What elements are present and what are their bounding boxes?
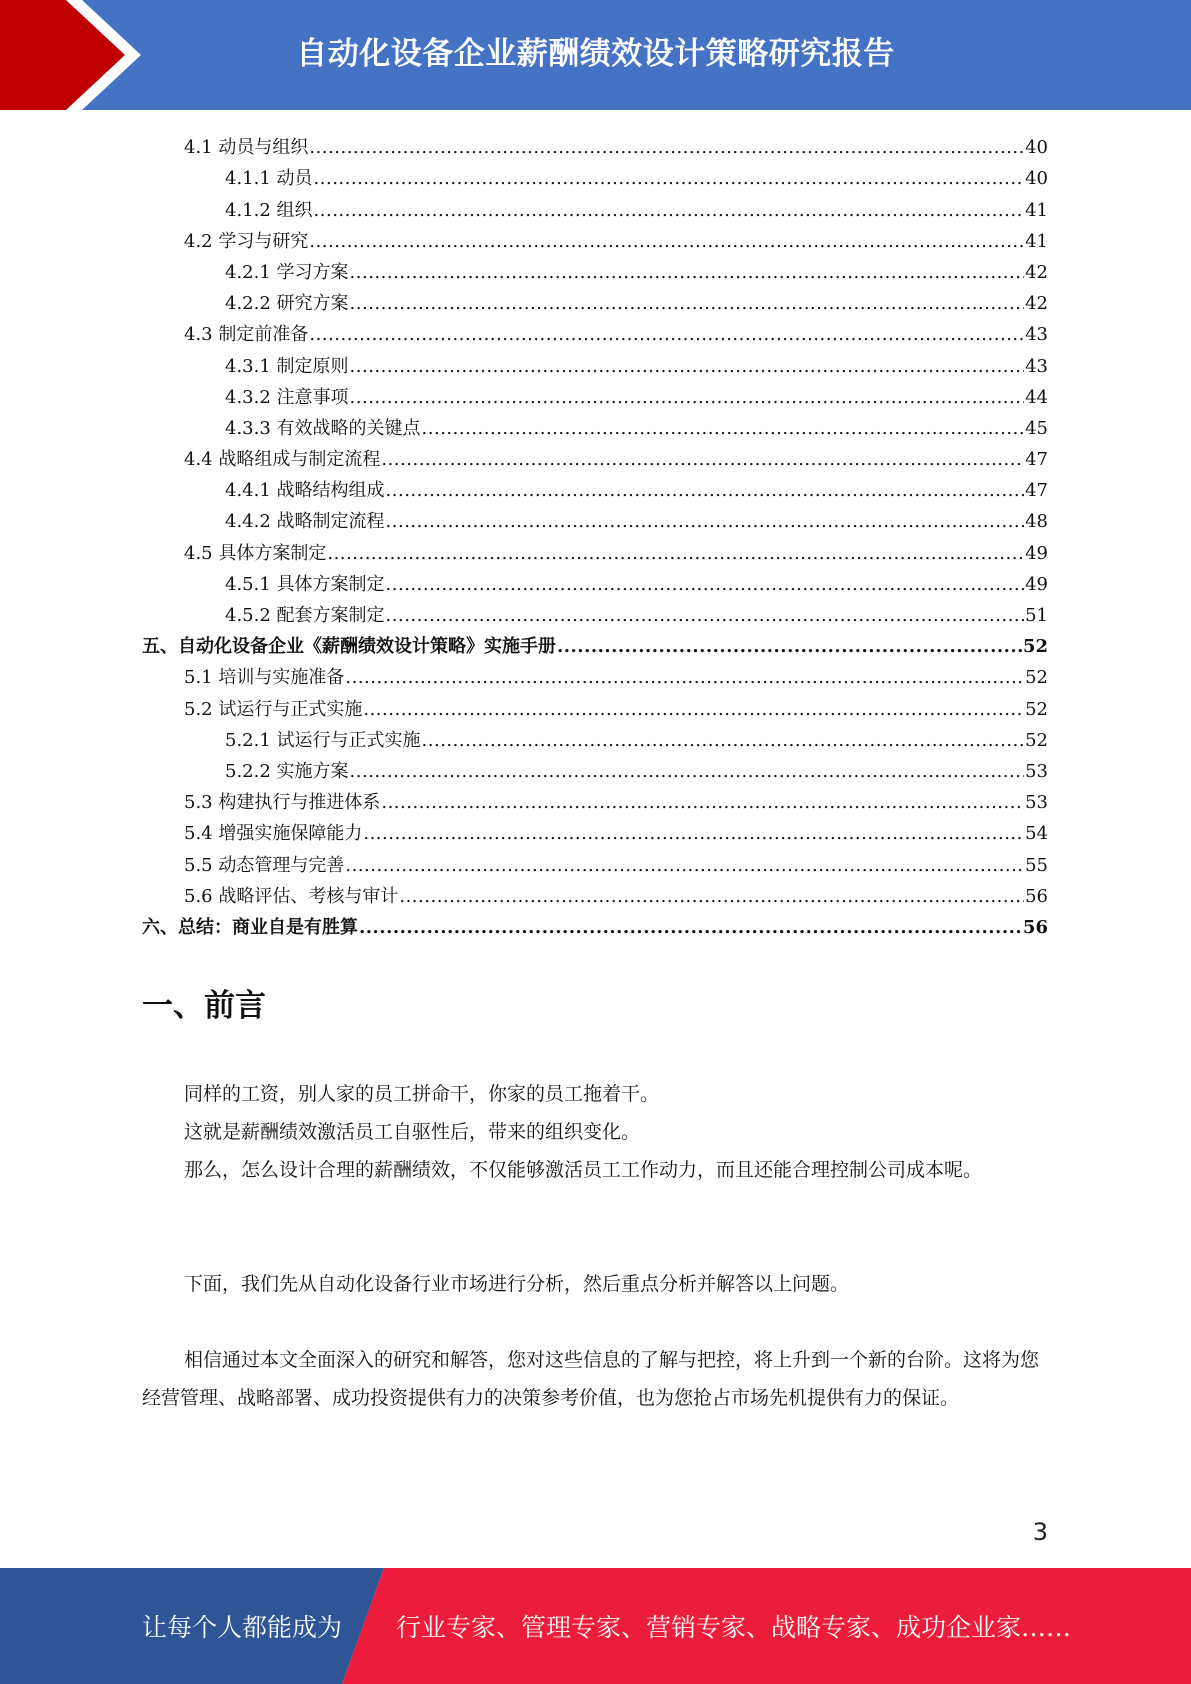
toc-entry[interactable] [142, 128, 1048, 159]
toc-dot-leader [350, 761, 1025, 783]
toc-entry-label: 4.1.2 组织 [225, 199, 313, 221]
paragraph: 同样的工资，别人家的员工拼命干，你家的员工拖着干。 [184, 1083, 660, 1105]
toc-entry-label: 4.1.1 动员 [225, 168, 313, 190]
toc-entry-label: 4.3 制定前准备 [184, 324, 309, 346]
toc-entry-page: 52 [1025, 698, 1048, 720]
toc-dot-leader [345, 855, 1024, 877]
page-number: 3 [1032, 1518, 1048, 1546]
toc-entry-page: 56 [1025, 885, 1048, 907]
toc-entry-label: 4.5 具体方案制定 [184, 542, 327, 564]
toc-entry[interactable] [142, 378, 1048, 409]
toc-dot-leader [359, 917, 1022, 939]
toc-entry[interactable] [142, 721, 1048, 752]
toc-entry-label: 4.2.1 学习方案 [225, 261, 349, 283]
toc-entry-label: 六、总结：商业自是有胜算 [142, 916, 358, 938]
toc-dot-leader [350, 356, 1025, 378]
toc-dot-leader [381, 792, 1024, 814]
table-of-contents [142, 128, 1048, 939]
toc-entry-page: 42 [1025, 261, 1048, 283]
toc-dot-leader [309, 137, 1024, 159]
toc-entry[interactable] [142, 658, 1048, 689]
toc-entry[interactable] [142, 346, 1048, 377]
toc-entry[interactable] [142, 409, 1048, 440]
toc-dot-leader [314, 168, 1025, 190]
toc-entry-label: 4.2 学习与研究 [184, 230, 309, 252]
toc-entry-label: 4.2.2 研究方案 [225, 293, 349, 315]
toc-entry[interactable] [142, 471, 1048, 502]
toc-entry[interactable] [142, 159, 1048, 190]
toc-entry[interactable] [142, 752, 1048, 783]
toc-entry[interactable] [142, 315, 1048, 346]
toc-entry-label: 4.5.2 配套方案制定 [225, 605, 385, 626]
toc-entry-label: 5.1 培训与实施准备 [184, 667, 345, 689]
section-heading: 一、前言 [142, 988, 266, 1024]
toc-dot-leader [345, 667, 1024, 689]
toc-dot-leader [422, 418, 1025, 440]
toc-entry[interactable] [142, 284, 1048, 315]
toc-entry-label: 4.3.1 制定原则 [225, 355, 349, 377]
toc-entry-label: 5.2.1 试运行与正式实施 [225, 729, 421, 751]
toc-entry[interactable] [142, 440, 1048, 471]
toc-dot-leader [309, 324, 1024, 346]
toc-entry-page: 49 [1025, 542, 1048, 564]
toc-dot-leader [557, 636, 1022, 658]
toc-dot-leader [327, 543, 1024, 565]
toc-entry[interactable] [142, 253, 1048, 284]
toc-dot-leader [381, 449, 1024, 471]
toc-entry-page: 40 [1025, 137, 1048, 159]
toc-entry-page: 40 [1025, 168, 1048, 190]
toc-dot-leader [386, 574, 1025, 596]
toc-entry-page: 51 [1025, 605, 1048, 626]
toc-entry-page: 56 [1022, 916, 1048, 938]
toc-entry-label: 4.1 动员与组织 [184, 137, 309, 159]
toc-entry[interactable] [142, 814, 1048, 845]
toc-entry-label: 4.3.3 有效战略的关键点 [225, 417, 421, 439]
toc-dot-leader [350, 293, 1025, 315]
paragraph: 下面，我们先从自动化设备行业市场进行分析，然后重点分析并解答以上问题。 [184, 1273, 850, 1295]
toc-entry[interactable] [142, 689, 1048, 720]
toc-entry-label: 4.5.1 具体方案制定 [225, 573, 385, 595]
toc-entry-page: 55 [1025, 854, 1048, 876]
toc-entry-label: 五、自动化设备企业《薪酬绩效设计策略》实施手册 [142, 636, 556, 658]
toc-entry-label: 4.3.2 注意事项 [225, 386, 349, 408]
toc-entry[interactable] [142, 783, 1048, 814]
toc-dot-leader [386, 605, 1025, 627]
toc-entry-page: 52 [1025, 667, 1048, 689]
toc-dot-leader [350, 262, 1025, 284]
paragraph: 这就是薪酬绩效激活员工自驱性后，带来的组织变化。 [184, 1121, 641, 1143]
toc-entry-page: 54 [1025, 823, 1048, 845]
toc-dot-leader [399, 886, 1024, 908]
toc-entry[interactable] [142, 190, 1048, 221]
toc-entry-label: 5.5 动态管理与完善 [184, 854, 345, 876]
toc-entry-label: 4.4.1 战略结构组成 [225, 480, 385, 502]
toc-dot-leader [363, 699, 1024, 721]
toc-entry[interactable] [142, 627, 1048, 658]
toc-entry[interactable] [142, 877, 1048, 908]
paragraph: 那么，怎么设计合理的薪酬绩效，不仅能够激活员工工作动力，而且还能合理控制公司成本呢。 [184, 1159, 983, 1181]
toc-entry[interactable] [142, 222, 1048, 253]
toc-entry-page: 49 [1025, 573, 1048, 595]
footer-slogan-right: 行业专家、管理专家、营销专家、战略专家、成功企业家…… [396, 1613, 1072, 1642]
toc-entry[interactable] [142, 565, 1048, 596]
toc-dot-leader [350, 387, 1025, 409]
toc-dot-leader [314, 200, 1025, 222]
toc-entry-page: 47 [1025, 480, 1048, 502]
toc-dot-leader [386, 480, 1025, 502]
document-title: 自动化设备企业薪酬绩效设计策略研究报告 [296, 35, 895, 72]
toc-entry-label: 5.3 构建执行与推进体系 [184, 792, 381, 814]
toc-entry[interactable] [142, 845, 1048, 876]
toc-entry-page: 47 [1025, 449, 1048, 471]
page-header [0, 0, 1191, 110]
toc-entry-page: 43 [1025, 355, 1048, 377]
toc-entry-page: 53 [1025, 792, 1048, 814]
toc-entry-page: 52 [1025, 729, 1048, 751]
toc-entry[interactable] [142, 533, 1048, 564]
toc-entry-label: 5.2 试运行与正式实施 [184, 698, 363, 720]
toc-entry[interactable] [142, 596, 1048, 627]
toc-dot-leader [363, 823, 1024, 845]
page-footer [0, 1568, 1191, 1684]
paragraph: 相信通过本文全面深入的研究和解答，您对这些信息的了解与把控，将上升到一个新的台阶。这将为您经营管理、战略部署、成功投资提供有力的决策参考价值，也为您抢占市场先机提供有力的保证。 [142, 1349, 1040, 1409]
toc-dot-leader [422, 730, 1025, 752]
toc-entry-label: 5.4 增强实施保障能力 [184, 823, 363, 845]
toc-entry-label: 4.4.2 战略制定流程 [225, 511, 385, 533]
toc-entry-page: 53 [1025, 760, 1048, 782]
toc-entry-label: 4.4 战略组成与制定流程 [184, 449, 381, 471]
toc-entry-label: 5.2.2 实施方案 [225, 760, 349, 782]
toc-entry-page: 44 [1025, 386, 1048, 408]
toc-entry-page: 52 [1022, 636, 1048, 658]
toc-entry-page: 41 [1025, 230, 1048, 252]
toc-entry-page: 42 [1025, 293, 1048, 315]
toc-entry[interactable] [142, 908, 1048, 939]
toc-entry-page: 41 [1025, 199, 1048, 221]
toc-entry[interactable] [142, 502, 1048, 533]
footer-slogan-left: 让每个人都能成为 [142, 1613, 343, 1642]
toc-entry-label: 5.6 战略评估、考核与审计 [184, 885, 399, 907]
toc-dot-leader [309, 231, 1024, 253]
toc-entry-page: 45 [1025, 417, 1048, 439]
toc-dot-leader [386, 511, 1025, 533]
toc-entry-page: 48 [1025, 511, 1048, 533]
toc-entry-page: 43 [1025, 324, 1048, 346]
